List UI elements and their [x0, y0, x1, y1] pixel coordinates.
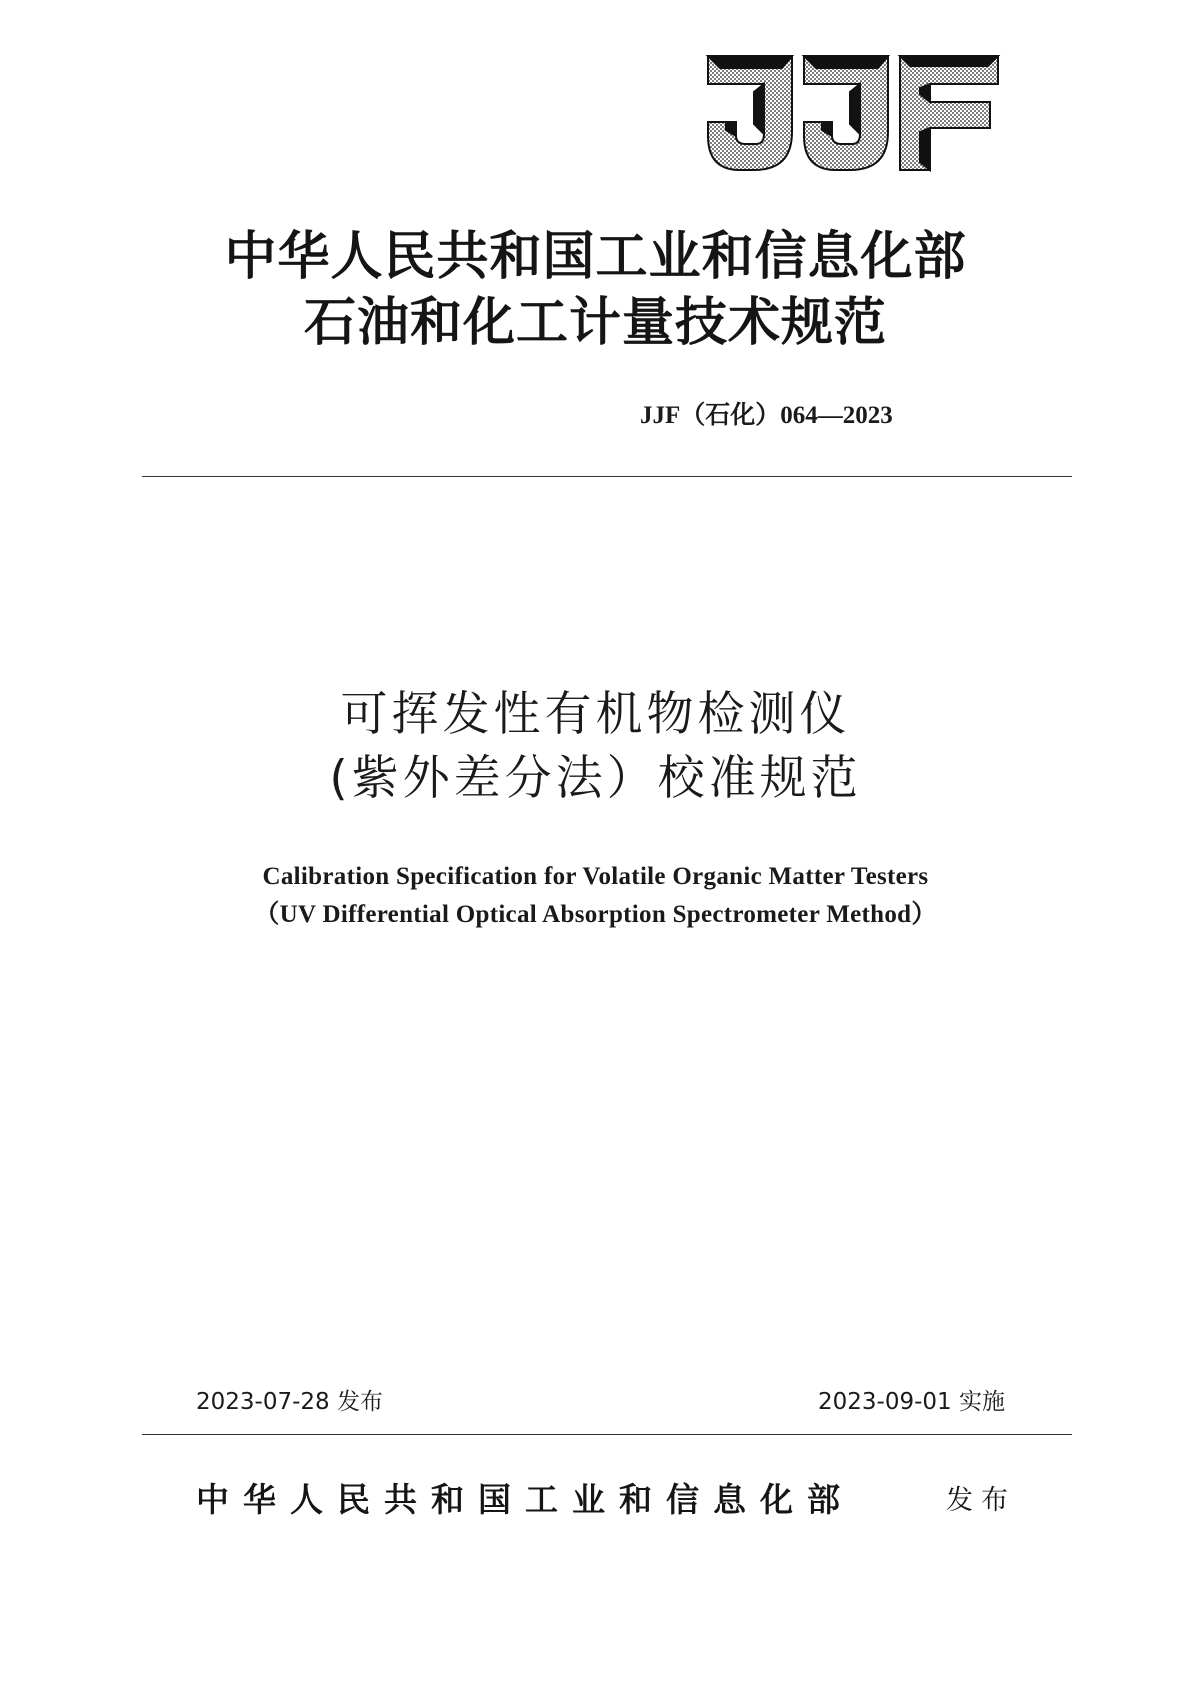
english-title-line-1: Calibration Specification for Volatile Organic Matter Testers: [262, 863, 929, 890]
bottom-divider: [142, 1434, 1072, 1435]
publisher-name: 中华人民共和国工业和信息化部: [196, 1480, 854, 1519]
english-title-line-2: （UV Differential Optical Absorption Spectrometer Method）: [254, 901, 937, 928]
publish-date: 2023-07-28 发布: [196, 1389, 383, 1415]
publisher-action: 发布: [946, 1485, 1016, 1516]
standard-code: JJF（石化）064—2023: [640, 402, 893, 429]
effective-date: 2023-09-01 实施: [818, 1389, 1005, 1415]
top-divider: [142, 476, 1072, 477]
issuer-line-2: 石油和化工计量技术规范: [303, 292, 887, 353]
issuer-line-1: 中华人民共和国工业和信息化部: [224, 226, 967, 287]
title-line-2: (紫外差分法）校准规范: [329, 751, 862, 806]
title-line-1: 可挥发性有机物检测仪: [340, 687, 851, 742]
jjf-logo: [700, 52, 1004, 176]
